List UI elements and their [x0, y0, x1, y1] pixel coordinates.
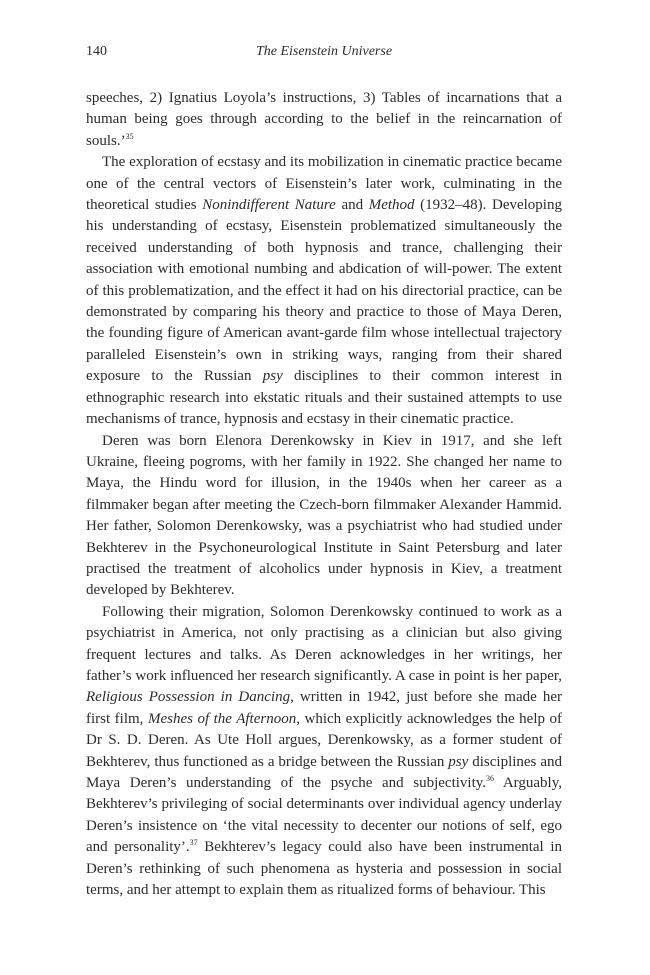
- text-run: Bekhterev’s legacy could also have been instrumental in Deren’s rethinking of such phenomena as hysteria and possession in social terms, and her attempt to explain them as ritualized forms of behaviour. This: [86, 839, 562, 899]
- text-run: Arguably, Bekhterev’s privileging of social determinants over individual agency underlay Deren’s insistence on ‘the vital necessity to decenter our notions of self, ego and personality’.: [86, 775, 562, 856]
- text-run: , which explicitly acknowledges the help of Dr S. D. Deren. As Ute Holl argues, Derenkowsky, as a former student of Bekhterev, thus functioned as a bridge between the Russian: [86, 710, 562, 770]
- paragraph: [86, 602, 562, 902]
- italic-text: Nonindifferent Nature: [202, 197, 336, 214]
- text-run: speeches, 2) Ignatius Loyola’s instructions, 3) Tables of incarnations that a human being goes through according to the belief in the reincarnation of souls.’: [86, 90, 562, 149]
- text-run: disciplines and Maya Deren’s understanding of the psyche and subjectivity.: [86, 753, 562, 791]
- footnote-marker: 35: [125, 131, 134, 141]
- text-run: Deren was born Elenora Derenkowsky in Kiev in 1917, and she left Ukraine, fleeing pogroms, with her family in 1922. She changed her name to Maya, the Hindu word for illusion, in the 1940s when her career as a filmmaker began after meeting the Czech-born filmmaker Alexander Hammid. Her father, Solomon Derenkowsky, was a psychiatrist who had studied under Bekhterev in the Psychoneurological Institute in Saint Petersburg and later practised the treatment of alcoholics under hypnosis in Kiev, a treatment developed by Bekhterev.: [86, 432, 562, 599]
- paragraph: [86, 88, 562, 152]
- text-run: and: [335, 197, 369, 214]
- paragraph: [86, 152, 562, 430]
- italic-text: psy: [448, 753, 469, 770]
- footnote-marker: 36: [486, 774, 495, 783]
- text-run: The exploration of ecstasy and its mobilization in cinematic practice became one of the central vectors of Eisenstein’s later work, culminating in the theoretical studies: [86, 154, 562, 214]
- text-run: , written in 1942, just before she made her first film,: [86, 689, 563, 727]
- text-run: (1932–48). Developing his understanding of ecstasy, Eisenstein problematized simultaneously the received understanding of both hypnosis and trance, challenging their association with emotional numbing and abdication of will-power. The extent of this problematization, and the effect it had on his directorial practice, can be demonstrated by comparing his theory and practice to those of Maya Deren, the founding figure of American avant-garde film whose intellectual trajectory paralleled Eisenstein’s own in striking ways, ranging from their shared exposure to the Russian: [86, 197, 562, 385]
- italic-text: psy: [262, 368, 283, 385]
- page-header: [86, 44, 562, 66]
- paragraph: [86, 431, 562, 602]
- italic-text: Method: [368, 197, 415, 214]
- running-title: The Eisenstein Universe: [255, 44, 393, 59]
- page-number: 140: [86, 44, 107, 59]
- italic-text: Meshes of the Afternoon: [147, 710, 297, 727]
- text-run: disciplines to their common interest in ethnographic research into ekstatic rituals and their sustained attempts to use mechanisms of trance, hypnosis and ecstasy in their cinematic practice.: [86, 368, 562, 428]
- body-text: [86, 88, 562, 901]
- text-run: Following their migration, Solomon Derenkowsky continued to work as a psychiatrist in America, not only practising as a clinician but also giving frequent lectures and talks. As Deren acknowledges in her writings, her father’s work influenced her research significantly. A case in point is her paper,: [86, 603, 562, 684]
- footnote-marker: 37: [189, 838, 198, 848]
- italic-text: Religious Possession in Dancing: [86, 689, 291, 706]
